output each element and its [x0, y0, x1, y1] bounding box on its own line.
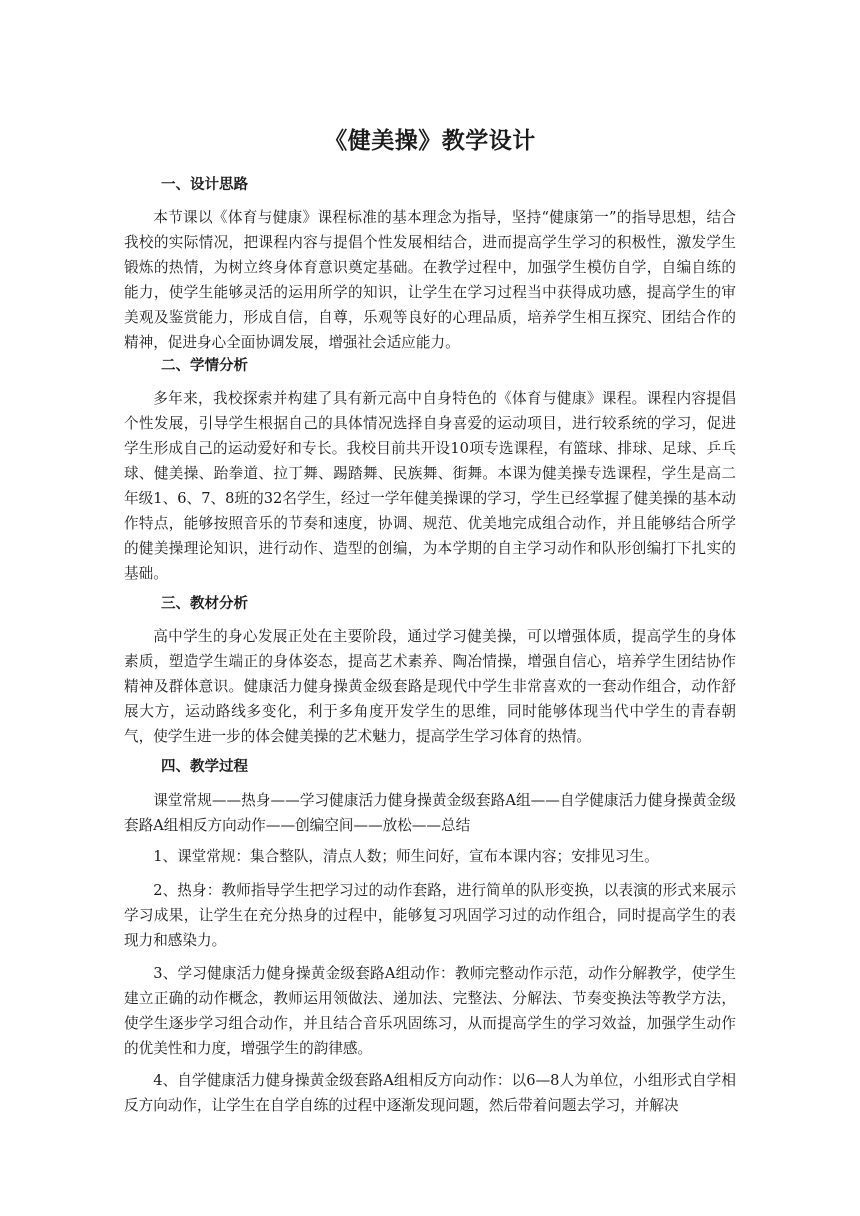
- paragraph-process-step-1: 1、课堂常规：集合整队，清点人数；师生问好，宣布本课内容；安排见习生。: [153, 848, 659, 865]
- section-heading-material-analysis: 三、教材分析: [161, 596, 248, 612]
- paragraph-student-analysis: 多年来，我校探索并构建了具有新元高中自身特色的《体育与健康》课程。课程内容提倡个性发展，引导学生根据自己的具体情况选择自身喜爱的运动项目，进行较系统的学习，促进学生形成自己的运动爱好和专长。我校目前共开设10项专选课程，有篮球、排球、足球、乒乓球、健美操、跆拳道、拉丁舞、踢踏舞、民族舞、街舞。本课为健美操专选课程，学生是高二年级1、6、7、8班的32名学生，经过一学年健美操课的学习，学生已经掌握了健美操的基本动作特点，能够按照音乐的节奏和速度，协调、规范、优美地完成组合动作，并且能够结合所学的健美操理论知识，进行动作、造型的创编，为本学期的自主学习动作和队形创编打下扎实的基础。: [124, 390, 736, 582]
- section-heading-design-idea: 一、设计思路: [161, 177, 248, 193]
- paragraph-process-step-4: 4、自学健康活力健身操黄金级套路A组相反方向动作：以6—8人为单位，小组形式自学相反方向动作，让学生在自学自练的过程中逐渐发现问题，然后带着问题去学习，并解决: [124, 1072, 736, 1114]
- document-title: 《健美操》教学设计: [324, 128, 536, 154]
- paragraph-process-step-3: 3、学习健康活力健身操黄金级套路A组动作：教师完整动作示范，动作分解教学，使学生建立正确的动作概念，教师运用领做法、递加法、完整法、分解法、节奏变换法等教学方法，使学生逐步学习组合动作，并且结合音乐巩固练习，从而提高学生的学习效益，加强学生动作的优美性和力度，增强学生的韵律感。: [124, 965, 736, 1057]
- paragraph-design-idea: 本节课以《体育与健康》课程标准的基本理念为指导，坚持“健康第一”的指导思想，结合我校的实际情况，把课程内容与提倡个性发展相结合，进而提高学生学习的积极性，激发学生锻炼的热情，为树立终身体育意识奠定基础。在教学过程中，加强学生模仿自学，自编自练的能力，使学生能够灵活的运用所学的知识，让学生在学习过程当中获得成功感，提高学生的审美观及鉴赏能力，形成自信，自尊，乐观等良好的心理品质，培养学生相互探究、团结合作的精神，促进身心全面协调发展，增强社会适应能力。: [124, 209, 736, 351]
- paragraph-material-analysis: 高中学生的身心发展正处在主要阶段，通过学习健美操，可以增强体质，提高学生的身体素质，塑造学生端正的身体姿态，提高艺术素养、陶冶情操，增强自信心，培养学生团结协作精神及群体意识。健康活力健身操黄金级套路是现代中学生非常喜欢的一套动作组合，动作舒展大方，运动路线多变化，利于多角度开发学生的思维，同时能够体现当代中学生的青春朝气，使学生进一步的体会健美操的艺术魅力，提高学生学习体育的热情。: [124, 628, 736, 745]
- section-heading-teaching-process: 四、教学过程: [161, 759, 248, 775]
- paragraph-process-overview: 课堂常规——热身——学习健康活力健身操黄金级套路A组——自学健康活力健身操黄金级套路A组相反方向动作——创编空间——放松——总结: [124, 792, 736, 834]
- paragraph-process-step-2: 2、热身：教师指导学生把学习过的动作套路，进行简单的队形变换，以表演的形式来展示学习成果，让学生在充分热身的过程中，能够复习巩固学习过的动作组合，同时提高学生的表现力和感染力。: [124, 882, 736, 949]
- section-heading-student-analysis: 二、学情分析: [161, 358, 248, 374]
